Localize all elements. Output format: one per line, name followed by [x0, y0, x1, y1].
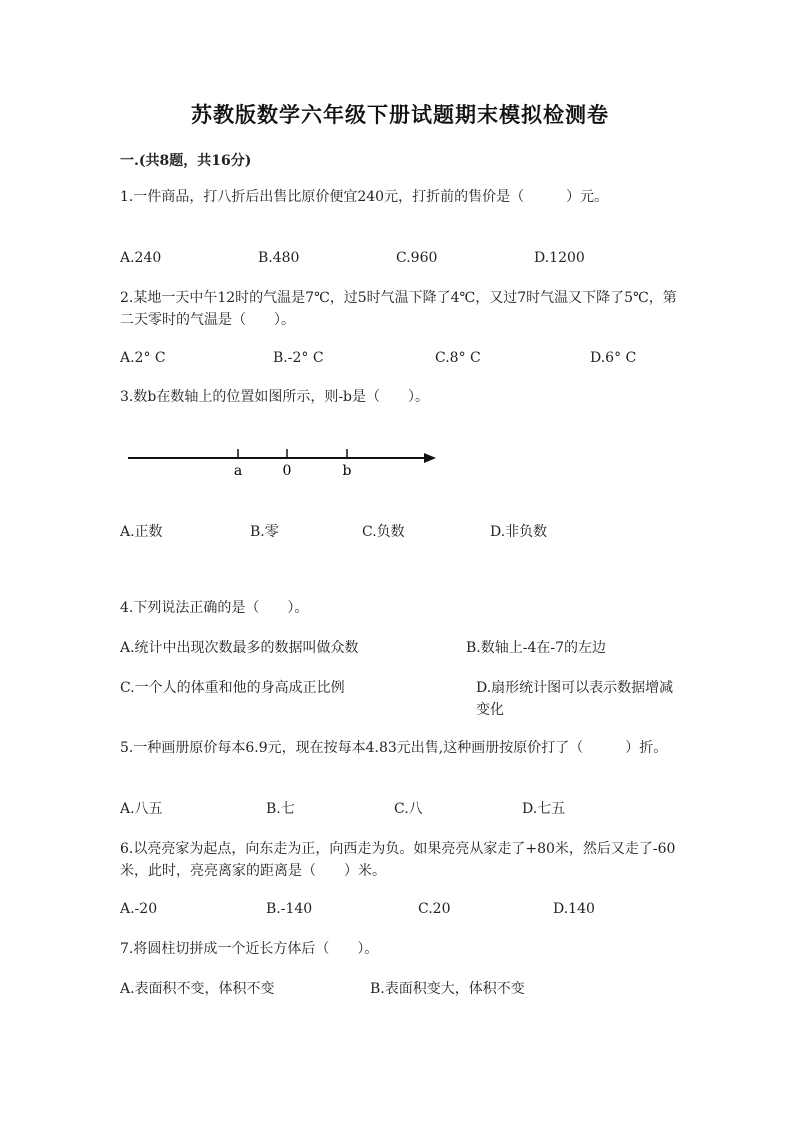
option-d[interactable]: D.1200	[534, 250, 585, 266]
option-c[interactable]: C.960	[396, 250, 438, 266]
number-line-arrow-icon	[424, 453, 436, 463]
option-c[interactable]: C.一个人的体重和他的身高成正比例	[120, 680, 345, 696]
option-d[interactable]: D.140	[553, 901, 595, 917]
question-3: 3.数b在数轴上的位置如图所示，则-b是（ ）。	[120, 389, 430, 405]
option-c[interactable]: C.8° C	[435, 350, 481, 366]
option-c[interactable]: C.八	[394, 801, 423, 817]
question-1-options	[120, 247, 700, 269]
question-2: 2.某地一天中午12时的气温是7℃，过5时气温下降了4℃，又过7时气温又下降了5℃，第二天零时的气温是（ ）。	[120, 290, 677, 328]
question-7-options	[120, 978, 700, 1000]
option-c[interactable]: C.负数	[362, 524, 405, 540]
option-a[interactable]: A.240	[120, 250, 162, 266]
question-6: 6.以亮亮家为起点，向东走为正，向西走为负。如果亮亮从家走了+80米，然后又走了-60米，此时，亮亮离家的距离是（ ）米。	[120, 841, 676, 879]
option-a[interactable]: A.表面积不变，体积不变	[120, 981, 275, 997]
option-c[interactable]: C.20	[418, 901, 451, 917]
option-d[interactable]: D.6° C	[590, 350, 637, 366]
option-a[interactable]: A.八五	[120, 801, 163, 817]
tick-label-a: a	[233, 463, 243, 479]
question-5-options	[120, 798, 700, 820]
option-b[interactable]: B.数轴上-4在-7的左边	[466, 640, 607, 656]
option-d[interactable]: D.七五	[522, 801, 566, 817]
option-a[interactable]: A.正数	[120, 524, 163, 540]
question-1: 1.一件商品，打八折后出售比原价便宜240元，打折前的售价是（ ）元。	[120, 189, 609, 205]
tick-label-0: 0	[282, 463, 292, 479]
question-6-options	[120, 898, 700, 920]
option-d[interactable]: D.非负数	[490, 524, 548, 540]
page-title: 苏教版数学六年级下册试题期末模拟检测卷	[191, 102, 609, 127]
option-b[interactable]: B.-2° C	[273, 350, 324, 366]
question-4: 4.下列说法正确的是（ ）。	[120, 600, 309, 616]
option-b[interactable]: B.-140	[266, 901, 313, 917]
option-a[interactable]: A.统计中出现次数最多的数据叫做众数	[120, 640, 359, 656]
tick-label-b: b	[342, 463, 352, 479]
option-a[interactable]: A.-20	[120, 901, 158, 917]
number-line-figure	[120, 440, 450, 482]
option-b[interactable]: B.零	[250, 524, 279, 540]
question-3-options	[120, 521, 700, 543]
section-heading: 一.(共8题，共16分)	[120, 153, 252, 169]
option-b[interactable]: B.表面积变大，体积不变	[370, 981, 525, 997]
question-7: 7.将圆柱切拼成一个近长方体后（ ）。	[120, 941, 379, 957]
option-d[interactable]: D.扇形统计图可以表示数据增减变化	[476, 680, 674, 718]
option-b[interactable]: B.七	[266, 801, 295, 817]
option-b[interactable]: B.480	[258, 250, 300, 266]
question-5: 5.一种画册原价每本6.9元，现在按每本4.83元出售,这种画册按原价打了（ ）折。	[120, 740, 668, 756]
question-2-options	[120, 347, 700, 369]
question-4-options-row1	[120, 637, 700, 659]
option-a[interactable]: A.2° C	[120, 350, 166, 366]
